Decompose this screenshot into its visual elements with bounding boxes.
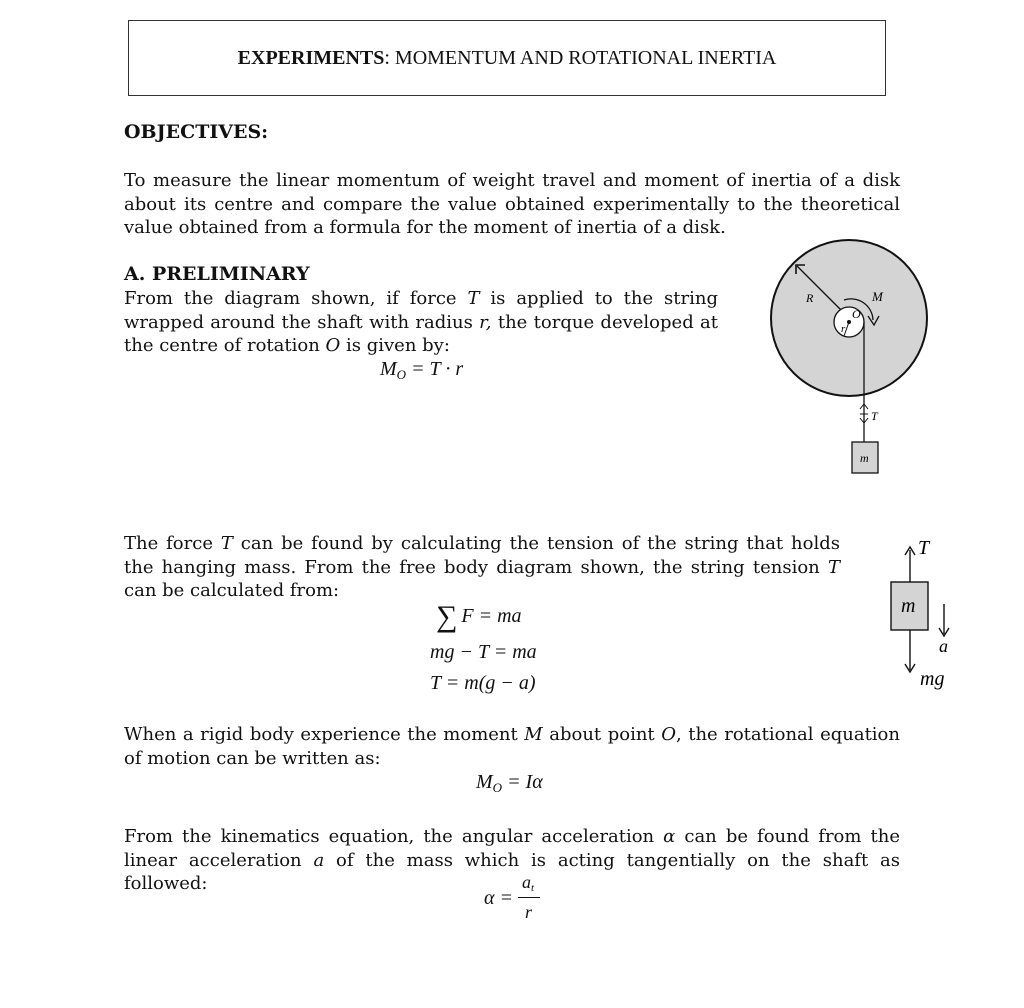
- preliminary-paragraph-1: From the diagram shown, if force T is applied to the string wrapped around the shaft with radius r, the torque developed at the centre of rotation O is given by:: [124, 288, 719, 356]
- equation-angular-accel-lhs: α =: [484, 887, 513, 909]
- label-m-disk: m: [860, 451, 869, 465]
- equation-tension: T = m(g − a): [430, 672, 536, 694]
- label-r: r: [841, 323, 846, 335]
- equation-angular-accel-denominator: r: [525, 902, 533, 922]
- page-title: [238, 47, 777, 70]
- preliminary-heading: A. PRELIMINARY: [124, 263, 310, 285]
- disk-diagram: [760, 236, 940, 482]
- label-R: R: [806, 291, 814, 305]
- label-M: M: [872, 289, 883, 304]
- label-T-disk: T: [871, 409, 878, 423]
- equation-rotational-motion: $M_O = I\alpha$: [476, 771, 543, 795]
- equation-angular-accel-numerator: $a_t$: [522, 872, 535, 894]
- preliminary-paragraph-3: When a rigid body experience the moment M about point O, the rotational equation of motion can be written as:: [124, 724, 900, 769]
- equation-torque: $M_O = T \cdot r$: [380, 358, 464, 382]
- objectives-heading: OBJECTIVES:: [124, 121, 269, 143]
- title-box: [128, 20, 886, 96]
- preliminary-paragraph-2: The force T can be found by calculating the tension of the string that holds the hanging mass. From the free body diagram shown, the string tension T can be calculated from:: [124, 533, 841, 601]
- fbd-label-m: m: [901, 595, 916, 617]
- fbd-label-T: T: [918, 537, 930, 559]
- preliminary-paragraph-4: From the kinematics equation, the angular acceleration α can be found from the linear acceleration a of the mass which is acting tangentially on the shaft as followed:: [124, 826, 900, 894]
- fbd-label-mg: mg: [920, 668, 945, 690]
- fraction-bar: [518, 897, 540, 898]
- title-rest: : MOMENTUM AND ROTATIONAL INERTIA: [384, 46, 777, 69]
- objectives-text: To measure the linear momentum of weight travel and moment of inertia of a disk about its centre and compare the value obtained experimentally to the theoretical value obtained from a formula for the moment of inertia of a disk.: [124, 170, 900, 238]
- equation-sum-forces: ∑ F = ma: [436, 600, 522, 633]
- free-body-diagram: [880, 530, 970, 695]
- label-O: O: [852, 307, 861, 321]
- title-bold: EXPERIMENTS: [237, 46, 385, 69]
- fbd-label-a: a: [939, 636, 948, 656]
- equation-newton: mg − T = ma: [430, 641, 537, 663]
